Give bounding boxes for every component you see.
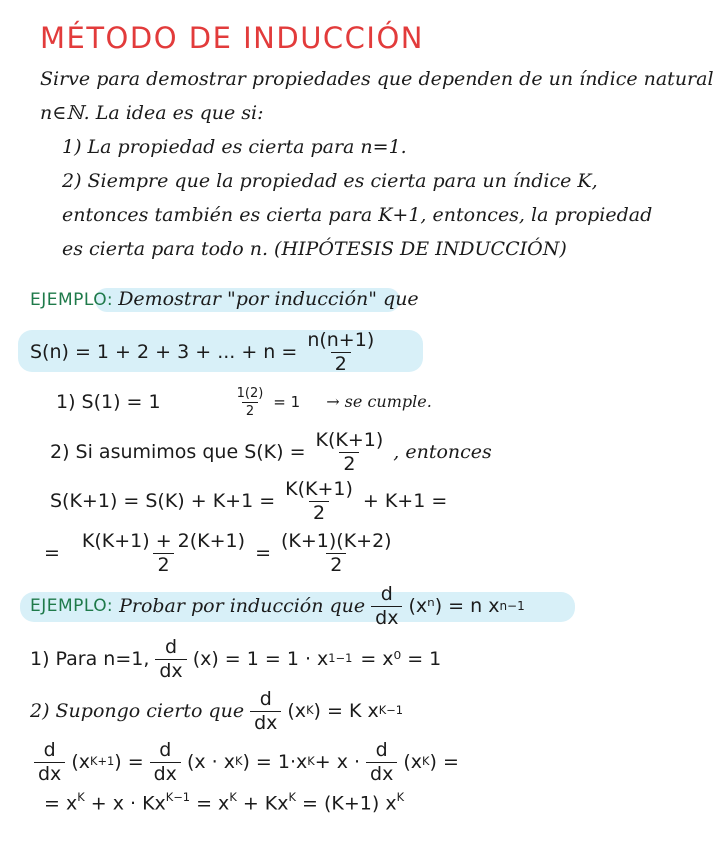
- ex2-derivative: [371, 582, 402, 629]
- ex2-line3-exp2: K: [234, 754, 243, 769]
- ex2-line3-end: ) =: [429, 750, 459, 773]
- ex2-line4-exp5: K: [396, 790, 405, 804]
- ex2-step2-x: (x: [287, 699, 307, 722]
- ex2-step1-eq: (x) = 1 = 1 · x: [192, 647, 329, 670]
- example-1-text: Demostrar "por inducción" que: [118, 288, 419, 310]
- line4-fraction-2: [277, 529, 396, 576]
- intro-step-1: 1) La propiedad es cierta para n=1.: [62, 136, 407, 158]
- example-2-text: Probar por inducción que: [119, 594, 366, 617]
- ex2-line3-term2: + x ·: [314, 750, 361, 773]
- line4-fraction-1-num: K(K+1) + 2(K+1): [81, 529, 246, 552]
- line4-fraction-1-den: 2: [153, 553, 173, 575]
- ex2-line3-deriv-1: [34, 738, 65, 785]
- ex2-line3-x: (x: [71, 750, 90, 773]
- ex2-step1-d: d: [165, 635, 178, 658]
- ex2-d-num: d: [380, 582, 393, 605]
- ex2-line3-deriv-3: [366, 738, 397, 785]
- ex2-line4-e: = (K+1) x: [302, 792, 397, 815]
- step2-text: 2) Si asumimos que S(K) =: [50, 440, 306, 463]
- ex2-line3-dx3: dx: [366, 762, 397, 784]
- ex2-line3-d1: d: [43, 738, 56, 761]
- ex2-step1-dx: dx: [155, 659, 186, 681]
- ex2-step1-exp: 1−1: [328, 651, 353, 666]
- example-2-label: EJEMPLO:: [30, 595, 114, 616]
- ex2-line3-eq: ) =: [114, 750, 144, 773]
- intro-step-4: es cierta para todo n. (HIPÓTESIS DE INDUCCIÓN): [62, 238, 567, 260]
- ex2-step2-text: 2) Supongo cierto que: [30, 699, 245, 722]
- step1-fraction-num: 1(2): [236, 385, 264, 401]
- line3-fraction: [281, 477, 357, 524]
- ex2-line3-d2: d: [159, 738, 172, 761]
- fraction-numerator: n(n+1): [307, 328, 375, 351]
- formula-lhs: S(n) = 1 + 2 + 3 + ... + n =: [30, 340, 298, 363]
- ex2-step2-deriv: [250, 687, 281, 734]
- ex2-line3-d3: d: [375, 738, 388, 761]
- ex2-line3-exp3: K: [307, 754, 315, 769]
- ex2-line3-dx1: dx: [34, 762, 65, 784]
- ex2-line3-deriv-2: [150, 738, 181, 785]
- step2-fraction-den: 2: [339, 452, 359, 474]
- intro-step-2: 2) Siempre que la propiedad es cierta para un índice K,: [62, 170, 598, 192]
- ex2-line3-dx2: dx: [150, 762, 181, 784]
- ex2-line3-x2: (x: [403, 750, 423, 773]
- line4-fraction-2-den: 2: [326, 553, 346, 575]
- ex2-line4-exp3: K: [229, 790, 237, 804]
- ex2-step-2: [30, 688, 403, 734]
- line4-eq: =: [44, 541, 60, 564]
- ex2-step1-result: = x⁰ = 1: [360, 647, 442, 670]
- step2-fraction-num: K(K+1): [315, 428, 384, 451]
- ex2-line4-d: + Kx: [242, 792, 289, 815]
- ex2-line4-b: + x · Kx: [90, 792, 166, 815]
- intro-line-1: Sirve para demostrar propiedades que dependen de un índice natural: [40, 68, 714, 90]
- step1-text: 1) S(1) = 1: [56, 390, 161, 413]
- ex2-rhs-exp: n−1: [499, 599, 525, 613]
- step1-fraction-den: 2: [242, 402, 258, 418]
- line4-fraction-2-num: (K+1)(K+2): [280, 529, 392, 552]
- ex2-step2-d: d: [259, 687, 272, 710]
- ex2-step1-text: 1) Para n=1,: [30, 647, 150, 670]
- line3-lhs: S(K+1) = S(K) + K+1 =: [50, 489, 276, 512]
- ex1-line-4: [44, 528, 402, 578]
- ex2-step1-deriv: [155, 635, 186, 682]
- example-1-header: [30, 290, 419, 309]
- step1-eq: = 1: [273, 392, 301, 411]
- intro-line-2: n∈ℕ. La idea es que si:: [40, 102, 264, 124]
- ex2-step2-rhs: ) = K x: [313, 699, 379, 722]
- ex2-line4-a: = x: [44, 792, 78, 815]
- page-title: MÉTODO DE INDUCCIÓN: [40, 21, 425, 55]
- ex2-line4-exp4: K: [288, 790, 296, 804]
- ex2-step2-dx: dx: [250, 711, 281, 733]
- line3-fraction-den: 2: [309, 501, 329, 523]
- line4-fraction-1: [78, 529, 249, 576]
- ex2-line3-exp: K+1: [89, 754, 115, 769]
- step1-check: → se cumple.: [326, 392, 432, 411]
- line3-fraction-num: K(K+1): [285, 477, 353, 500]
- formula-sum: [30, 324, 384, 380]
- intro-step-3: entonces también es cierta para K+1, entonces, la propiedad: [62, 204, 653, 226]
- formula-fraction: [303, 328, 378, 375]
- ex2-line4-exp1: K: [77, 790, 85, 804]
- step2-then: , entonces: [393, 440, 492, 463]
- ex2-rhs: (xⁿ) = n x: [408, 594, 500, 617]
- ex2-step2-exp2: K−1: [378, 703, 403, 718]
- ex2-d-den: dx: [371, 606, 402, 628]
- ex2-line-3: [28, 738, 459, 786]
- ex1-line-3: [50, 478, 447, 524]
- ex2-line4-exp2: K−1: [165, 790, 191, 804]
- ex2-step2-exp1: K: [306, 703, 314, 718]
- ex2-step-1: [30, 636, 441, 682]
- example-1-label: EJEMPLO:: [30, 290, 114, 310]
- ex2-line3-exp4: K: [422, 754, 430, 769]
- ex2-line3-prod: (x · x: [186, 750, 235, 773]
- ex1-step-1: [56, 380, 432, 424]
- fraction-denominator: 2: [331, 352, 351, 374]
- ex2-line4-c: = x: [196, 792, 230, 815]
- line3-rhs: + K+1 =: [362, 489, 448, 512]
- ex2-line3-term1: ) = 1·x: [242, 750, 308, 773]
- step1-fraction: [233, 387, 268, 418]
- step2-fraction: [312, 428, 388, 475]
- example-2-header: [30, 584, 525, 628]
- line4-eq-2: =: [255, 541, 271, 564]
- ex1-step-2: [50, 428, 492, 476]
- ex2-line-4: [44, 792, 404, 814]
